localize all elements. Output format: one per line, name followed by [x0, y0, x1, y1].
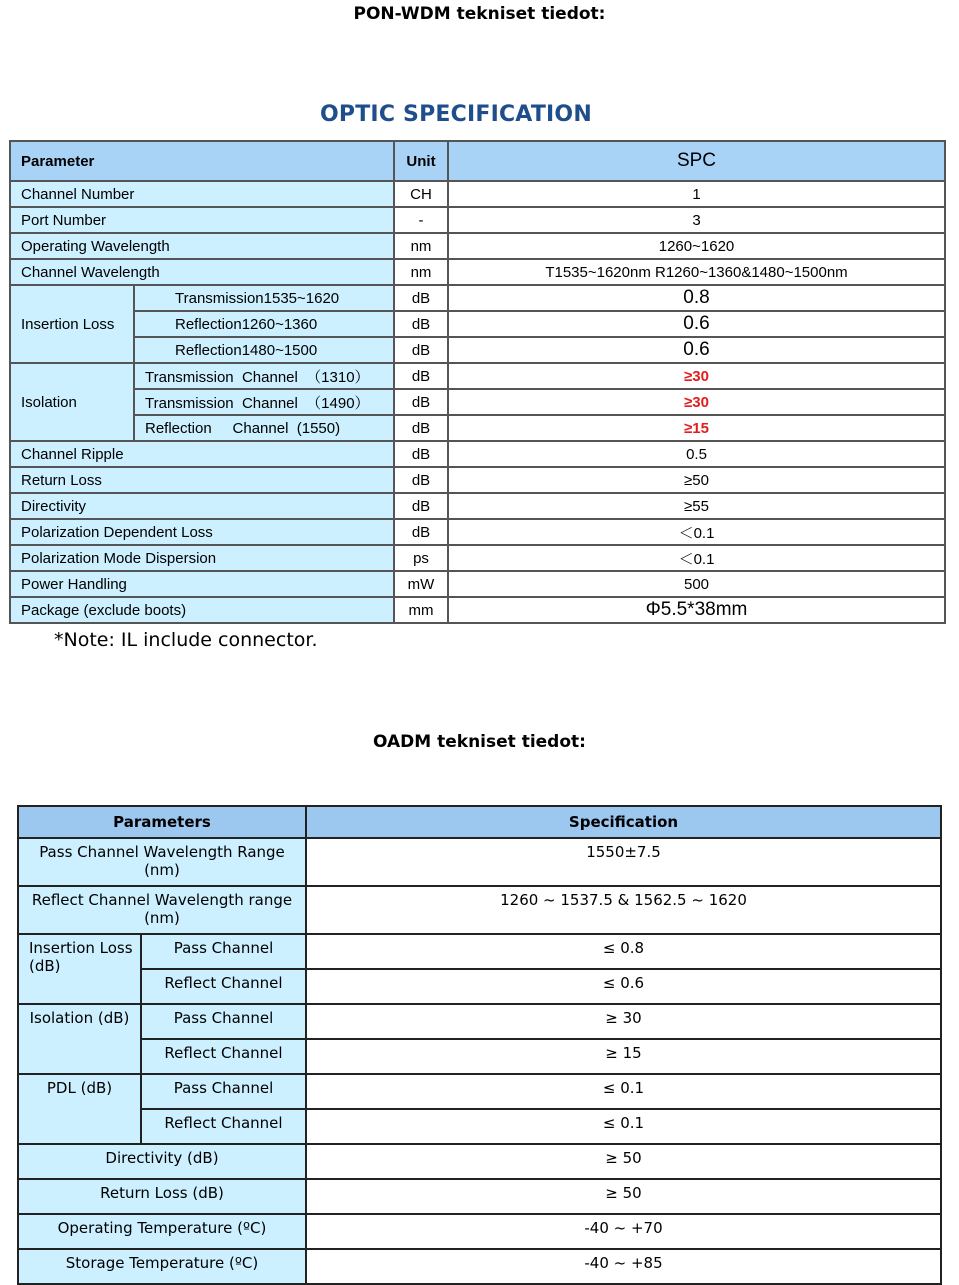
param-unit: mW: [394, 571, 448, 597]
param-label: Port Number: [10, 207, 394, 233]
param-value: -40 ~ +70: [306, 1214, 941, 1249]
optic-specification-title: OPTIC SPECIFICATION: [320, 102, 592, 127]
isolation-label: Isolation (dB): [18, 1004, 141, 1074]
param-unit: CH: [394, 181, 448, 207]
param-value: ≤ 0.1: [306, 1074, 941, 1109]
sub-param-label: Reflect Channel: [141, 969, 306, 1004]
table-row: [10, 389, 945, 415]
param-value: ≥55: [448, 493, 945, 519]
table-row: [10, 441, 945, 467]
param-label: Reflect Channel Wavelength range (nm): [18, 886, 306, 934]
table-row: [18, 1214, 941, 1249]
param-label: Directivity: [10, 493, 394, 519]
sub-param-label: Reflection1480~1500: [134, 337, 394, 363]
oadm-specification-table: [17, 805, 942, 1285]
header-parameters: Parameters: [18, 806, 306, 838]
sub-param-label: Reflection1260~1360: [134, 311, 394, 337]
sub-param-label: Reflection Channel (1550): [134, 415, 394, 441]
param-value: 1550±7.5: [306, 838, 941, 886]
param-value: 0.6: [448, 311, 945, 337]
sub-param-label: Pass Channel: [141, 1004, 306, 1039]
param-label: Polarization Mode Dispersion: [10, 545, 394, 571]
table-row: [10, 181, 945, 207]
param-label: Power Handling: [10, 571, 394, 597]
table-row: [10, 259, 945, 285]
oadm-heading: OADM tekniset tiedot:: [373, 732, 586, 752]
param-value: ≥30: [448, 389, 945, 415]
param-value: ≥15: [448, 415, 945, 441]
sub-param-label: Pass Channel: [141, 934, 306, 969]
param-label: Operating Wavelength: [10, 233, 394, 259]
param-value: ≤ 0.8: [306, 934, 941, 969]
table-row: [18, 1249, 941, 1284]
param-label: Pass Channel Wavelength Range (nm): [18, 838, 306, 886]
table-row: [18, 934, 941, 969]
table-row: [18, 1074, 941, 1109]
optic-specification-table: [9, 140, 946, 624]
table-header-row: [18, 806, 941, 838]
param-value: 1260~1620: [448, 233, 945, 259]
table-row: [10, 493, 945, 519]
table-row: [18, 1039, 941, 1074]
param-label: Directivity (dB): [18, 1144, 306, 1179]
sub-param-label: Reflect Channel: [141, 1039, 306, 1074]
param-value: ≥30: [448, 363, 945, 389]
param-unit: dB: [394, 467, 448, 493]
param-label: Package (exclude boots): [10, 597, 394, 623]
sub-param-label: Transmission1535~1620: [134, 285, 394, 311]
param-value: 500: [448, 571, 945, 597]
table-row: [10, 363, 945, 389]
header-unit: Unit: [394, 141, 448, 181]
table-row: [10, 311, 945, 337]
table-row: [18, 1144, 941, 1179]
table-row: [10, 337, 945, 363]
param-unit: -: [394, 207, 448, 233]
insertion-loss-label: Insertion Loss (dB): [18, 934, 141, 1004]
param-unit: nm: [394, 259, 448, 285]
header-parameter: Parameter: [10, 141, 394, 181]
param-value: Φ5.5*38mm: [448, 597, 945, 623]
pon-wdm-heading: PON-WDM tekniset tiedot:: [353, 4, 606, 24]
param-value: ＜0.1: [448, 545, 945, 571]
param-value: ≤ 0.6: [306, 969, 941, 1004]
param-label: Storage Temperature (ºC): [18, 1249, 306, 1284]
header-spc: SPC: [448, 141, 945, 181]
sub-param-label: Transmission Channel （1310）: [134, 363, 394, 389]
param-unit: ps: [394, 545, 448, 571]
param-unit: dB: [394, 389, 448, 415]
param-value: ≥ 30: [306, 1004, 941, 1039]
table-row: [10, 233, 945, 259]
param-label: Channel Ripple: [10, 441, 394, 467]
table-row: [10, 571, 945, 597]
param-label: Operating Temperature (ºC): [18, 1214, 306, 1249]
param-unit: dB: [394, 415, 448, 441]
param-value: ≤ 0.1: [306, 1109, 941, 1144]
param-value: 0.6: [448, 337, 945, 363]
table-row: [18, 969, 941, 1004]
table-row: [10, 597, 945, 623]
param-label: Channel Number: [10, 181, 394, 207]
param-value: ＜0.1: [448, 519, 945, 545]
param-unit: dB: [394, 363, 448, 389]
table-header-row: [10, 141, 945, 181]
table-row: [10, 467, 945, 493]
param-unit: dB: [394, 493, 448, 519]
sub-param-label: Transmission Channel （1490）: [134, 389, 394, 415]
param-value: ≥50: [448, 467, 945, 493]
param-unit: dB: [394, 337, 448, 363]
param-value: ≥ 50: [306, 1144, 941, 1179]
param-unit: dB: [394, 311, 448, 337]
param-label: Polarization Dependent Loss: [10, 519, 394, 545]
param-value: ≥ 15: [306, 1039, 941, 1074]
param-value: 1260 ~ 1537.5 & 1562.5 ~ 1620: [306, 886, 941, 934]
param-value: 0.5: [448, 441, 945, 467]
sub-param-label: Pass Channel: [141, 1074, 306, 1109]
insertion-loss-label: Insertion Loss: [10, 285, 134, 363]
param-unit: dB: [394, 441, 448, 467]
table-row: [10, 285, 945, 311]
param-value: 3: [448, 207, 945, 233]
param-label: Return Loss (dB): [18, 1179, 306, 1214]
note-text: *Note: IL include connector.: [54, 629, 318, 651]
table-row: [10, 207, 945, 233]
table-row: [18, 838, 941, 886]
param-unit: nm: [394, 233, 448, 259]
table-row: [18, 886, 941, 934]
param-label: Channel Wavelength: [10, 259, 394, 285]
pdl-label: PDL (dB): [18, 1074, 141, 1144]
param-unit: dB: [394, 519, 448, 545]
param-unit: dB: [394, 285, 448, 311]
param-value: 0.8: [448, 285, 945, 311]
param-value: ≥ 50: [306, 1179, 941, 1214]
table-row: [10, 545, 945, 571]
table-row: [18, 1109, 941, 1144]
sub-param-label: Reflect Channel: [141, 1109, 306, 1144]
table-row: [18, 1179, 941, 1214]
param-value: T1535~1620nm R1260~1360&1480~1500nm: [448, 259, 945, 285]
table-row: [10, 415, 945, 441]
table-row: [18, 1004, 941, 1039]
param-label: Return Loss: [10, 467, 394, 493]
isolation-label: Isolation: [10, 363, 134, 441]
header-specification: Specification: [306, 806, 941, 838]
param-unit: mm: [394, 597, 448, 623]
param-value: -40 ~ +85: [306, 1249, 941, 1284]
param-value: 1: [448, 181, 945, 207]
table-row: [10, 519, 945, 545]
